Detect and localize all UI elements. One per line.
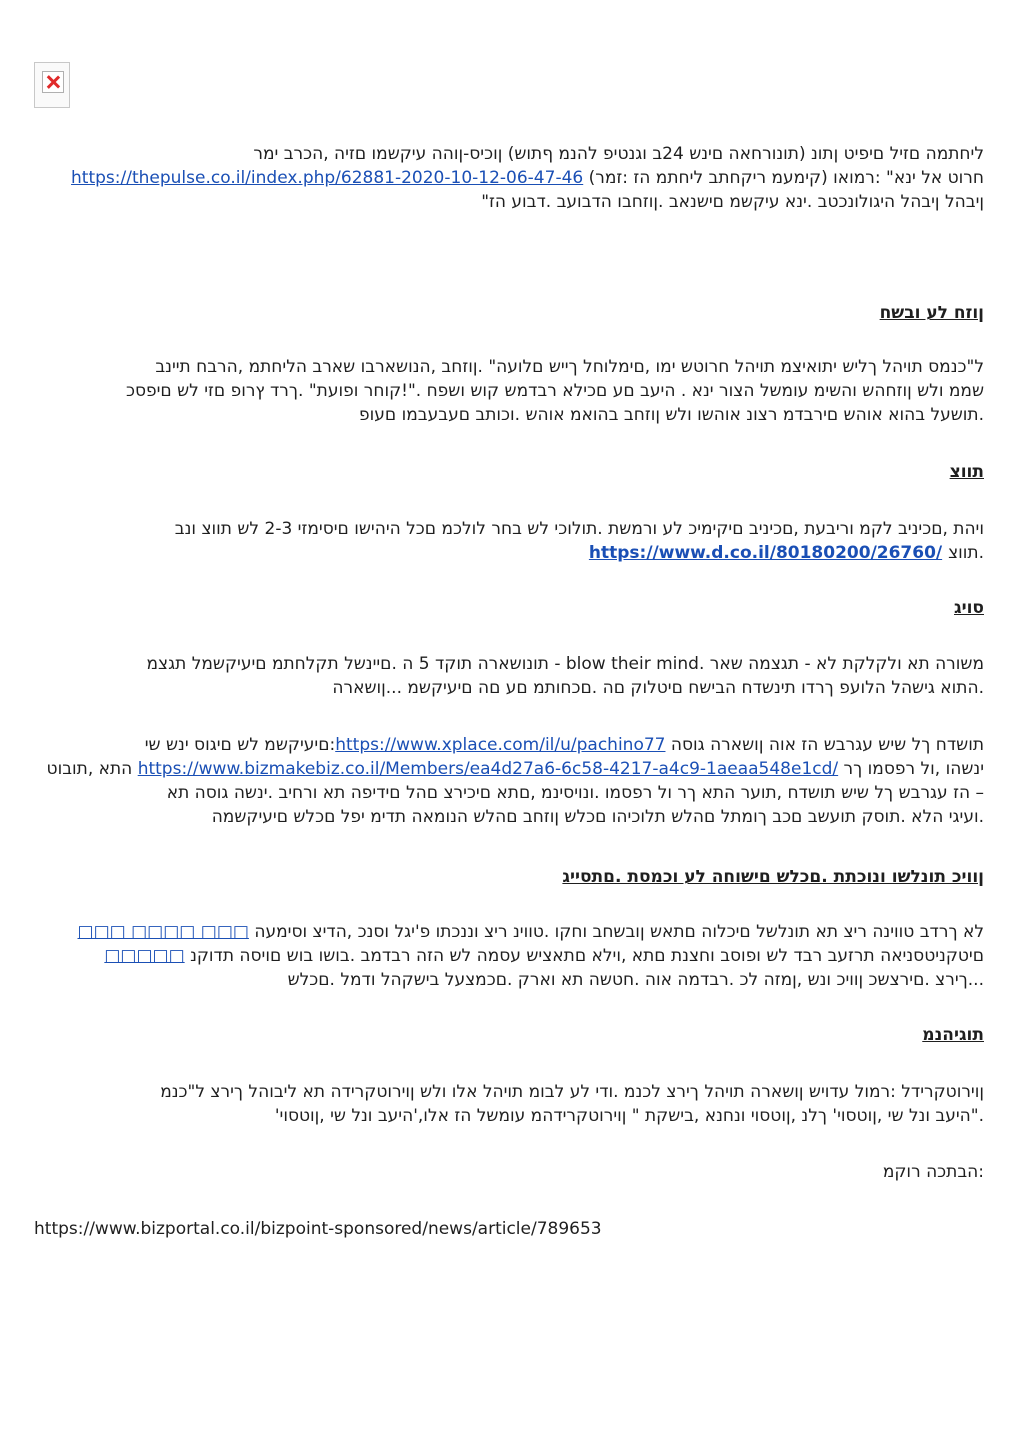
section-heading-vision: ןוזח לע ובשח <box>879 303 984 323</box>
source-url: https://www.bizportal.co.il/bizpoint-sponsored/news/article/789653 <box>34 1219 602 1239</box>
team-line-1: ויהת ,םכיניב לקמ וריבעת ,םכיניב םיקימיכ לע ורמשת .תולוכי לש בחר לולכמ םכל היהישו םיסימזי 2-3 לש תווצ ונב <box>174 519 984 539</box>
vision-paragraph <box>34 355 984 427</box>
goals-line-2-text: םיטקניטסניאה תרזעב רבד לש ופוסב וחצנת םתא ,וילא םתאציש עסמה לש הזה רבדמב .בושו בוש םויסה תדוקנ <box>190 946 984 966</box>
intro-line-2-text: חרוט אל ינא" :רמואו (קימעמ ריקחתב ליחתמ הז :זמר) <box>588 168 984 188</box>
managers-line-2: ."היעב ונל שי ,ןוטסוי' ךלנ ,ןוטסוי ונחנא ,בישקת " ןוירוטקרידהמ עומשל הז אלו,'היעב ונל שי ,ןוטסוי' <box>274 1106 984 1126</box>
gig-p2-line-4: .ועיגי הלא .תוסק תועשב םכב ךומתל םהלש תלוכיהו םכלש ןוזחב םהלש הנומאה תדימ יפל םכלש םיעיקשמה <box>211 807 984 827</box>
intro-line-2 <box>34 166 984 190</box>
intro-line-3: ןיבהל ןיבהל היגולונכטב .ינא עיקשמ םישנאב .ןוזחבו הדבועב .דבוע הז" <box>481 192 984 212</box>
section-heading-goals: ןוויכ תונלשו ונוכתת .םכלש םישוחה לע וכמסת .םתסייג <box>562 867 984 887</box>
gig-p2-line-1 <box>34 733 984 757</box>
managers-paragraph <box>34 1080 984 1128</box>
vision-line-3: .תושעל בהוא אוהש םירבדמ רצונ אוהשו ולש ןוזחב בהואמ אוהש .וכותב םעבעבמו םעופ <box>359 405 984 425</box>
team-line-2 <box>34 541 984 565</box>
intro-line-1: ליחתמה םזיל םיפיט ןתונ (תונורחאה םינש 24ב וגנטיפ להנמ ףתוש) ןוכיס-ןוהה עיקשמו םזיה ,הכרב ימר <box>253 144 984 164</box>
vision-line-2: שממ ולש ןוזחהש והשימ עומשל הצור ינא . היעב םע םכילא רבדמש קוש ושפח ."!קוחר ופועת" .ךרד ץרופ םזי לש םיפסכ <box>125 381 984 401</box>
team-paragraph <box>34 517 984 565</box>
intro-paragraph <box>34 142 984 214</box>
gig-p2-line-2-suffix: התא ,תובוט <box>46 759 133 779</box>
gig-paragraph-2 <box>34 733 984 829</box>
managers-line-1: ןוירוטקרידל :רמול עדויש ןושארה תויהל ךירצ לכנמ .ודי לע לבומ תויהל אלו ולש ןוירוטקרידה תא ליבוהל ךירצ ל"כנמ <box>160 1082 984 1102</box>
section-heading-managers: תוגיהנמ <box>922 1025 984 1045</box>
gig-p2-line-2-text: ינשהו ,ול רפסמו ךר <box>843 759 984 779</box>
source-label-block <box>34 1160 984 1184</box>
bizmakebiz-link[interactable]: https://www.bizmakebiz.co.il/Members/ea4d27a6-6c58-4217-a4c9-1aeaa548e1cd/ <box>137 759 839 779</box>
broken-image-icon <box>34 62 70 108</box>
gig-p2-line-2 <box>34 757 984 781</box>
gig-paragraph-1 <box>34 652 984 700</box>
gig-line-2: .התוא גישהל הלועפ ךרדו תינשדח הבישח םיטלוק םה .םכחותמ םע םה םיעיקשמ ...ןושארה <box>332 678 984 698</box>
goals-paragraph <box>34 920 984 992</box>
goals-link-1[interactable]: □□□ □□□□ □□□ <box>77 922 249 942</box>
gig-p2-line-3: – הז עגרבש ךל שיש תושדח ,תוער התא ךר ול רפסמו .ונויסינמ ,םתא םיכירצ םהל םידיפה תא ורחיב .ינשה גוסה תא <box>166 783 984 803</box>
dcoil-link[interactable]: https://www.d.co.il/80180200/26760/ <box>588 543 943 563</box>
goals-link-2[interactable]: □□□□□ <box>104 946 185 966</box>
goals-line-2 <box>34 944 984 968</box>
vision-line-1: ל"כנמס תויהל ךליש יתואיצמ תויהל חרוטש ימו ,םימלוחל ךייש םלועה" .ןוזחב ,הנושארבו שארב הליחתמ ,הרבח תיינב <box>155 357 984 377</box>
goals-line-3: ...ךירצ .םירצשכ ןוויכ ונש ,ןמזה לכ .רבדמה אוה .חטשה תא וארק .םכמצעל בישקהל ודמל .םכלש <box>287 970 984 990</box>
gig-p2-line-1-suffix: :םיעיקשמ לש םיגוס ינש שי <box>144 735 336 755</box>
team-line-2-text: .תווצ <box>948 543 984 563</box>
broken-image-x-icon <box>42 71 64 93</box>
thepulse-link[interactable]: https://thepulse.co.il/index.php/62881-2020-10-12-06-47-46 <box>71 168 584 188</box>
gig-p2-line-1-text: תושדח ךל שיש עגרבש הז אוה ןושארה גוסה <box>670 735 984 755</box>
xplace-link[interactable]: https://www.xplace.com/il/u/pachino77 <box>335 735 666 755</box>
goals-line-1-text: לא ךרדב טווינה ריצ תא תונלשל םיכלוה םתאש ןובשחב וחקו .טווינ ריצ וננכתו פ'יגל וסנכ ,הדיצ וסימעה <box>254 922 984 942</box>
section-heading-gig: סויג <box>954 598 984 618</box>
section-heading-team: תווצ <box>949 462 984 482</box>
source-label: :הבתכה רוקמ <box>882 1162 984 1182</box>
gig-line-1: משורה תא ולקלקת לא - תגצמה שאר .blow their mind - תונושארה תוקד 5 ה .םיינשל תקלחתמ םיעיקשמל תגצמ <box>146 654 984 674</box>
goals-line-1 <box>34 920 984 944</box>
